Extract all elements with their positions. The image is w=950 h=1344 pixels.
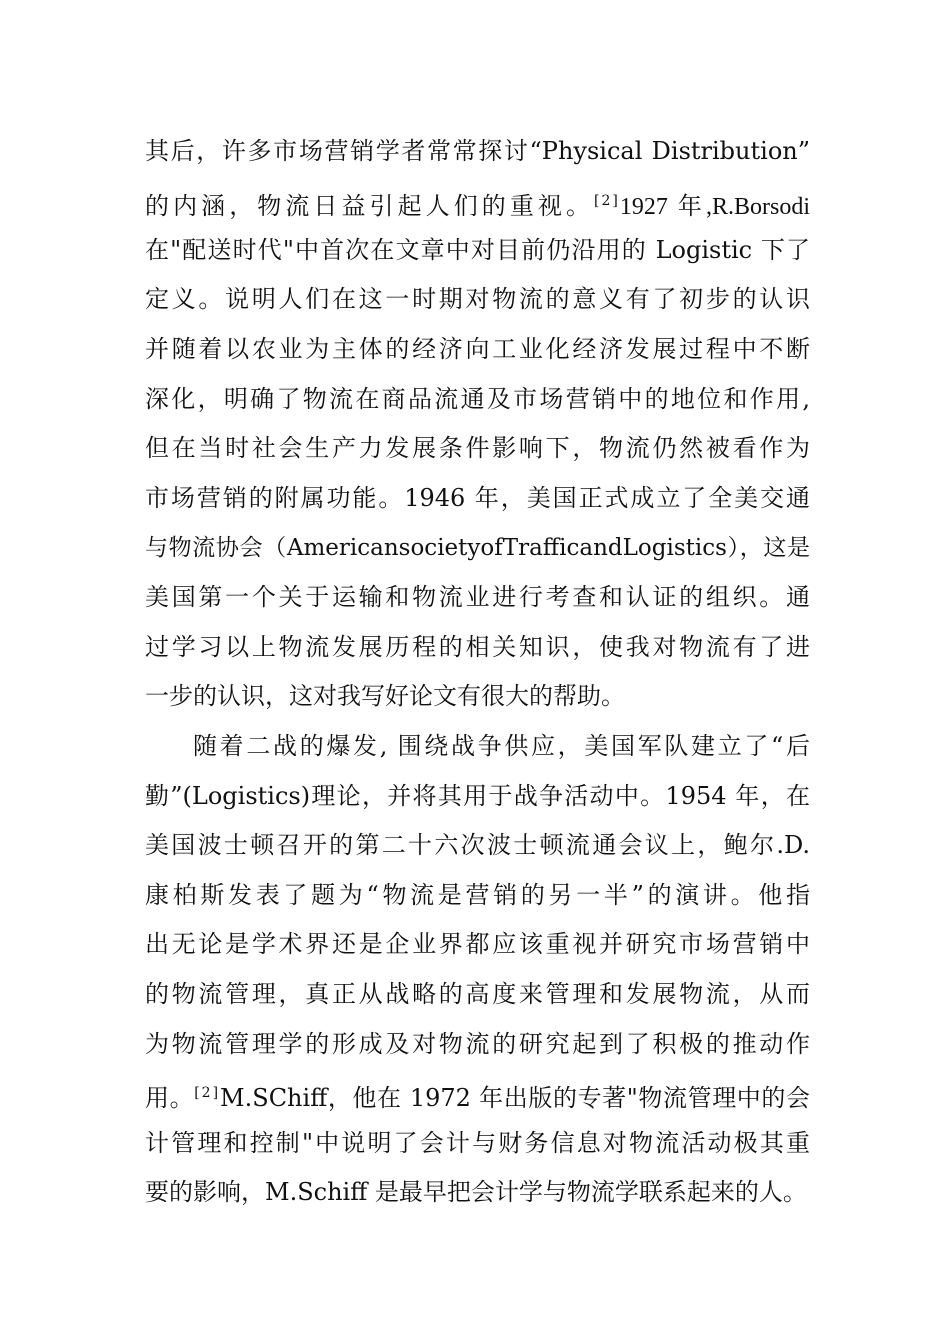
- paragraph-1-line-7: 但在当时社会生产力发展条件影响下，物流仍然被看作为: [145, 434, 810, 462]
- paragraph-1-line-3: 在"配送时代"中首次在文章中对目前仍沿用的 Logistic 下了: [145, 236, 810, 264]
- paragraph-1-line-11: 过学习以上物流发展历程的相关知识，使我对物流有了进: [145, 633, 810, 661]
- paragraph-1-line-5: 并随着以农业为主体的经济向工业化经济发展过程中不断: [145, 335, 810, 363]
- paragraph-2-line-8: [145, 1078, 810, 1112]
- paragraph-2-line-7: 为物流管理学的形成及对物流的研究起到了积极的推动作: [145, 1030, 810, 1058]
- citation-reference: [2]: [194, 1085, 221, 1101]
- paragraph-1-line-10: 美国第一个关于运输和物流业进行考查和认证的组织。通: [145, 583, 810, 611]
- paragraph-2-line-4: 康柏斯发表了题为“物流是营销的另一半”的演讲。他指: [145, 881, 810, 909]
- paragraph-2-line-3: 美国波士顿召开的第二十六次波士顿流通会议上，鲍尔.D.: [145, 831, 810, 859]
- paragraph-1-line-9: 与物流协会（AmericansocietyofTrafficandLogistics），这是: [145, 535, 810, 561]
- line-text: 用。: [145, 1084, 195, 1112]
- paragraph-1-line-1: 其后，许多市场营销学者常常探讨“Physical Distribution”: [145, 137, 810, 165]
- line-text: M.SChiff，他在 1972 年出版的专著"物流管理中的会: [220, 1084, 810, 1112]
- paragraph-1-line-8: 市场营销的附属功能。1946 年，美国正式成立了全美交通: [145, 484, 810, 512]
- paragraph-2-line-10: 要的影响，M.Schiff 是最早把会计学与物流学联系起来的人。: [145, 1178, 807, 1206]
- paragraph-1-line-6: 深化，明确了物流在商品流通及市场营销中的地位和作用,: [145, 385, 810, 413]
- paragraph-2-line-6: 的物流管理，真正从战略的高度来管理和发展物流，从而: [145, 980, 810, 1008]
- paragraph-1-line-2: [145, 186, 811, 220]
- paragraph-2-line-2: 勤”(Logistics)理论，并将其用于战争活动中。1954 年，在: [145, 782, 810, 810]
- paragraph-2-line-5: 出无论是学术界还是企业界都应该重视并研究市场营销中: [145, 930, 810, 958]
- paragraph-2-line-9: 计管理和控制"中说明了会计与财务信息对物流活动极其重: [145, 1129, 810, 1157]
- citation-reference: [2]: [594, 193, 620, 209]
- paragraph-2-line-1: 随着二战的爆发, 围绕战争供应，美国军队建立了“后: [193, 732, 810, 760]
- paragraph-1-line-4: 定义。说明人们在这一时期对物流的意义有了初步的认识: [145, 285, 810, 313]
- line-text: 1927 年,R.Borsodi: [619, 194, 811, 220]
- paragraph-1-line-12: 一步的认识，这对我写好论文有很大的帮助。: [145, 682, 625, 710]
- line-text: 的内涵，物流日益引起人们的重视。: [145, 192, 595, 220]
